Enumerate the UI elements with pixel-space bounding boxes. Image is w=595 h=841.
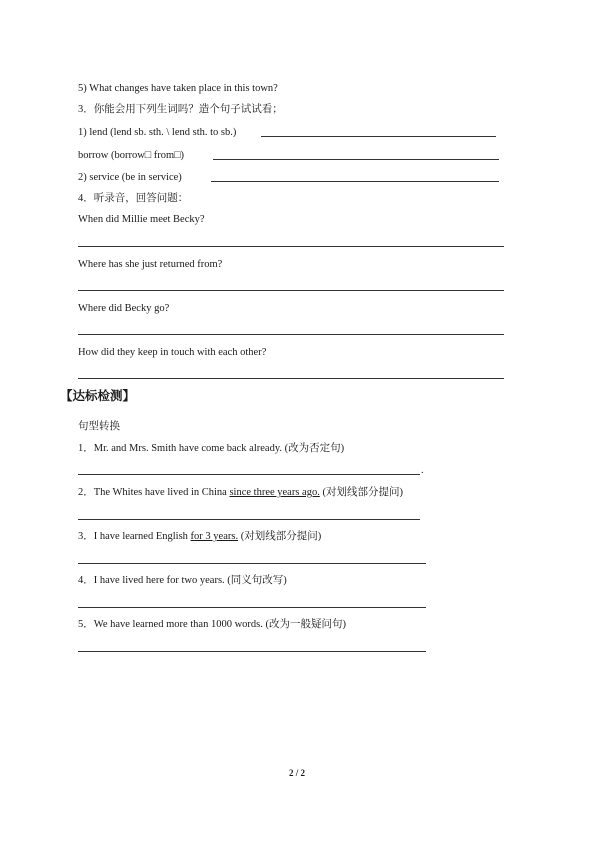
question-5: 5) What changes have taken place in this town? — [78, 83, 278, 94]
answer-line-1[interactable] — [78, 246, 504, 247]
vocab-service: 2) service (be in service) — [78, 172, 182, 183]
item-4-instruction: 4．听录音，回答问题： — [78, 193, 189, 204]
answer-1-period: . — [421, 465, 424, 476]
transform-answer-1[interactable] — [78, 474, 420, 475]
item-4-instruction: (同义句改写) — [227, 575, 287, 586]
item-3-instruction: 3．你能会用下列生词吗？造个句子试试看； — [78, 104, 283, 115]
vocab-lend-blank[interactable] — [261, 136, 496, 137]
listening-question-3: Where did Becky go? — [78, 303, 170, 314]
transform-answer-4[interactable] — [78, 607, 426, 608]
listening-question-4: How did they keep in touch with each other? — [78, 347, 267, 358]
vocab-borrow-blank[interactable] — [213, 159, 499, 160]
item-3-instruction: (对划线部分提问) — [238, 531, 322, 542]
answer-line-4[interactable] — [78, 378, 504, 379]
answer-line-2[interactable] — [78, 290, 504, 291]
page-number: 2 / 2 — [289, 768, 306, 778]
vocab-borrow: borrow (borrow□ from□) — [78, 150, 184, 161]
item-2-underlined: since three years ago. — [229, 487, 320, 498]
item-1-text: 1．Mr. and Mrs. Smith have come back already. — [78, 443, 285, 454]
vocab-lend: 1) lend (lend sb. sth. \ lend sth. to sb.) — [78, 127, 237, 138]
transform-item-4 — [78, 574, 287, 587]
item-5-instruction: (改为一般疑问句) — [265, 619, 347, 630]
listening-question-2: Where has she just returned from? — [78, 259, 223, 270]
transform-answer-3[interactable] — [78, 563, 426, 564]
item-1-instruction: (改为否定句) — [284, 443, 345, 454]
item-4-text: 4．I have lived here for two years. — [78, 575, 228, 586]
listening-question-1: When did Millie meet Becky? — [78, 214, 205, 225]
transform-item-3 — [78, 530, 321, 543]
transform-item-2 — [78, 486, 403, 499]
item-3-text: 3．I have learned English — [78, 531, 191, 542]
item-2-text: 2．The Whites have lived in China — [78, 487, 230, 498]
item-2-instruction: (对划线部分提问) — [319, 487, 403, 498]
section-title: 【达标检测】 — [60, 388, 136, 403]
item-5-text: 5．We have learned more than 1000 words. — [78, 619, 266, 630]
transform-item-1 — [78, 442, 344, 455]
transform-answer-5[interactable] — [78, 651, 426, 652]
vocab-service-blank[interactable] — [211, 181, 499, 182]
section-subtitle: 句型转换 — [78, 421, 120, 432]
transform-item-5 — [78, 618, 346, 631]
transform-answer-2[interactable] — [78, 519, 420, 520]
answer-line-3[interactable] — [78, 334, 504, 335]
item-3-underlined: for 3 years. — [190, 531, 239, 542]
